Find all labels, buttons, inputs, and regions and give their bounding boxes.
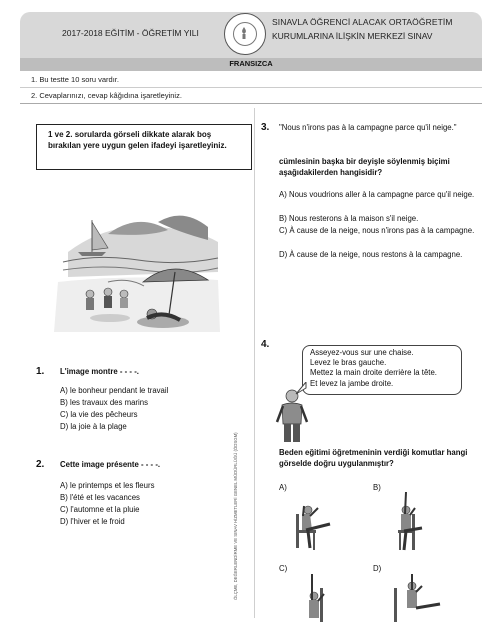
question-4-number: 4. <box>261 339 270 350</box>
question-1-option-c[interactable]: C) la vie des pêcheurs <box>60 410 138 419</box>
exam-title-line2: KURUMLARINA İLİŞKİN MERKEZİ SINAV <box>272 31 433 41</box>
question-1-option-d[interactable]: D) la joie à la plage <box>60 422 127 431</box>
torch-emblem-icon <box>236 25 252 41</box>
speech-bubble-tail-icon <box>294 382 308 396</box>
question-1-option-a[interactable]: A) le bonheur pendant le travail <box>60 386 169 395</box>
question-3-stem: cümlesinin başka bir deyişle söylenmiş biçimi aşağıdakilerden hangisidir? <box>279 157 450 177</box>
note-text: 1 ve 2. sorularda görseli dikkate alarak boş bırakılan yere uygun gelen ifadeyi işaretleyiniz. <box>48 130 227 150</box>
question-2-option-a[interactable]: A) le printemps et les fleurs <box>60 481 155 490</box>
question-3-option-b[interactable]: B) Nous resterons à la maison s'il neige. <box>279 214 419 223</box>
question-1-number: 1. <box>36 366 45 377</box>
instruction-divider <box>20 87 482 88</box>
question-4-option-b-label[interactable]: B) <box>373 483 381 492</box>
option-b-figure[interactable] <box>384 490 442 554</box>
question-2-stem: Cette image présente - - - -. <box>60 460 161 469</box>
teacher-figure <box>272 388 312 444</box>
instruction-2: 2. Cevaplarınızı, cevap kâğıdına işaretleyiniz. <box>31 91 182 100</box>
question-2-option-b[interactable]: B) l'été et les vacances <box>60 493 140 502</box>
question-4-option-c-label[interactable]: C) <box>279 564 288 573</box>
question-3-number: 3. <box>261 122 270 133</box>
academic-year-title: 2017-2018 EĞİTİM - ÖĞRETİM YILI <box>62 28 199 38</box>
subject-title: FRANSIZCA <box>229 59 273 68</box>
question-2-option-d[interactable]: D) l'hiver et le froid <box>60 517 125 526</box>
question-1-option-b[interactable]: B) les travaux des marins <box>60 398 148 407</box>
question-3-option-d[interactable]: D) À cause de la neige, nous restons à la campagne. <box>279 250 463 259</box>
exam-title-line1: SINAVLA ÖĞRENCİ ALACAK ORTAÖĞRETİM <box>272 17 453 27</box>
instruction-1: 1. Bu testte 10 soru vardır. <box>31 75 119 84</box>
question-4-stem: Beden eğitimi öğretmeninin verdiği komutlar hangi görselde doğru uygulanmıştır? <box>279 448 468 468</box>
question-2-number: 2. <box>36 459 45 470</box>
beach-illustration <box>48 182 224 332</box>
option-a-figure[interactable] <box>288 496 346 554</box>
question-1-stem: L'image montre - - - -. <box>60 367 139 376</box>
question-3-option-a[interactable]: A) Nous voudrions aller à la campagne parce qu'il neige. <box>279 190 475 199</box>
question-3-quote: "Nous n'irons pas à la campagne parce qu'il neige." <box>279 123 457 132</box>
option-d-figure[interactable] <box>382 574 448 622</box>
question-4-option-a-label[interactable]: A) <box>279 483 287 492</box>
option-c-figure[interactable] <box>290 574 348 622</box>
vertical-publisher-text: ÖLÇME, DEĞERLENDİRME VE SINAV HİZMETLERİ GENEL MÜDÜRLÜĞÜ (ÖDSGM) <box>233 432 238 600</box>
question-3-option-c[interactable]: C) À cause de la neige, nous n'irons pas à la campagne. <box>279 226 475 235</box>
speech-bubble-text: Asseyez-vous sur une chaise. Levez le bras gauche. Mettez la main droite derrière la tête. Et levez la jambe droite. <box>310 348 437 388</box>
column-divider <box>254 108 255 618</box>
question-2-option-c[interactable]: C) l'automne et la pluie <box>60 505 140 514</box>
question-4-option-d-label[interactable]: D) <box>373 564 382 573</box>
